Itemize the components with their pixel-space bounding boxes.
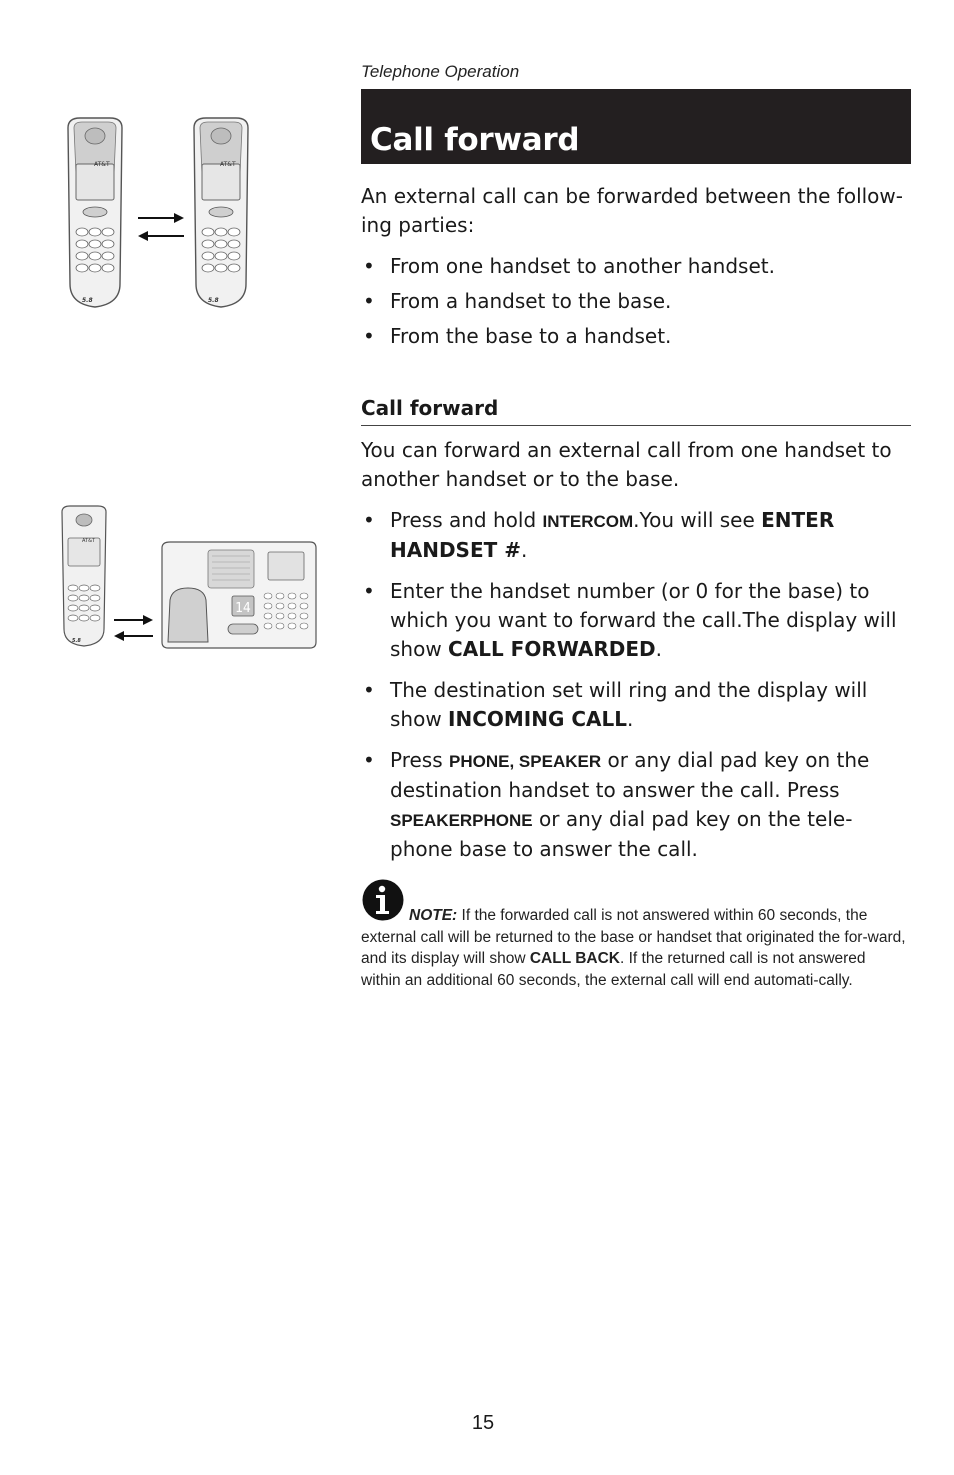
base-counter-text: 14 — [235, 601, 251, 616]
subsection-paragraph: You can forward an external call from one handset to another handset or to the base. — [361, 438, 892, 491]
intro-bullet: • From the base to a handset. — [363, 324, 672, 348]
handset-image — [68, 118, 122, 307]
arrow-right-icon — [114, 615, 153, 625]
display-message: CALL BACK — [529, 950, 620, 967]
arrow-right-icon — [138, 213, 184, 223]
telephone-base-image — [162, 542, 316, 648]
intro-paragraph: An external call can be forwarded between the follow-ing parties: — [361, 184, 903, 237]
step-item: • The destination set will ring and the display will show INCOMING CALL. — [363, 678, 868, 731]
arrow-left-icon — [138, 231, 184, 241]
section-label: Telephone Operation — [361, 62, 520, 81]
handset-image — [194, 118, 248, 307]
note-label: NOTE: — [409, 907, 458, 924]
info-icon — [361, 878, 405, 922]
display-message: CALL FORWARDED — [448, 637, 656, 661]
handset-image — [62, 506, 106, 646]
steps-list — [361, 506, 913, 864]
handset-model-text: 5.8 — [82, 297, 93, 304]
intro-bullet: • From a handset to the base. — [363, 289, 672, 313]
intercom-key-label: INTERCOM — [542, 512, 634, 531]
handset-model-text: 5.8 — [72, 638, 81, 644]
handset-model-text: 5.8 — [208, 297, 219, 304]
step-item: • Press and hold INTERCOM.You will see ENTER HANDSET #. — [363, 508, 835, 562]
page-number: 15 — [471, 1412, 495, 1434]
intro-bullet-list — [361, 252, 913, 351]
intro-bullet: • From one handset to another handset. — [363, 254, 775, 278]
page-title: Call forward — [370, 122, 580, 158]
title-bar — [361, 89, 911, 164]
arrow-left-icon — [114, 631, 153, 641]
speakerphone-key-label: SPEAKERPHONE — [390, 811, 533, 830]
step-item: • Enter the handset number (or 0 for the base) to which you want to forward the call.The display will show CALL FORWARDED. — [363, 579, 897, 661]
handset-to-handset-figure — [60, 114, 270, 314]
handset-logo-text: AT&T — [82, 538, 96, 544]
handset-to-base-figure — [58, 504, 320, 652]
phone-key-label: PHONE — [449, 752, 510, 771]
speaker-key-label: SPEAKER — [518, 752, 602, 771]
subsection-heading: Call forward — [361, 396, 911, 426]
note-box: NOTE: If the forwarded call is not answered within 60 seconds, the external call will be returned to the base or handset that originated the for-ward, and its display will show CALL BACK. If the returned call is not answered within an additional 60 seconds, the external call will end automati-cally. — [361, 878, 909, 991]
handset-logo-text: AT&T — [220, 161, 236, 168]
display-message: ENTER HANDSET # — [390, 508, 835, 562]
step-item: • Press PHONE, SPEAKER or any dial pad key on the destination handset to answer the call. Press SPEAKERPHONE or any dial pad key on the tele-phone base to answer the call. — [363, 748, 870, 861]
handset-logo-text: AT&T — [94, 161, 110, 168]
display-message: INCOMING CALL — [448, 707, 628, 731]
